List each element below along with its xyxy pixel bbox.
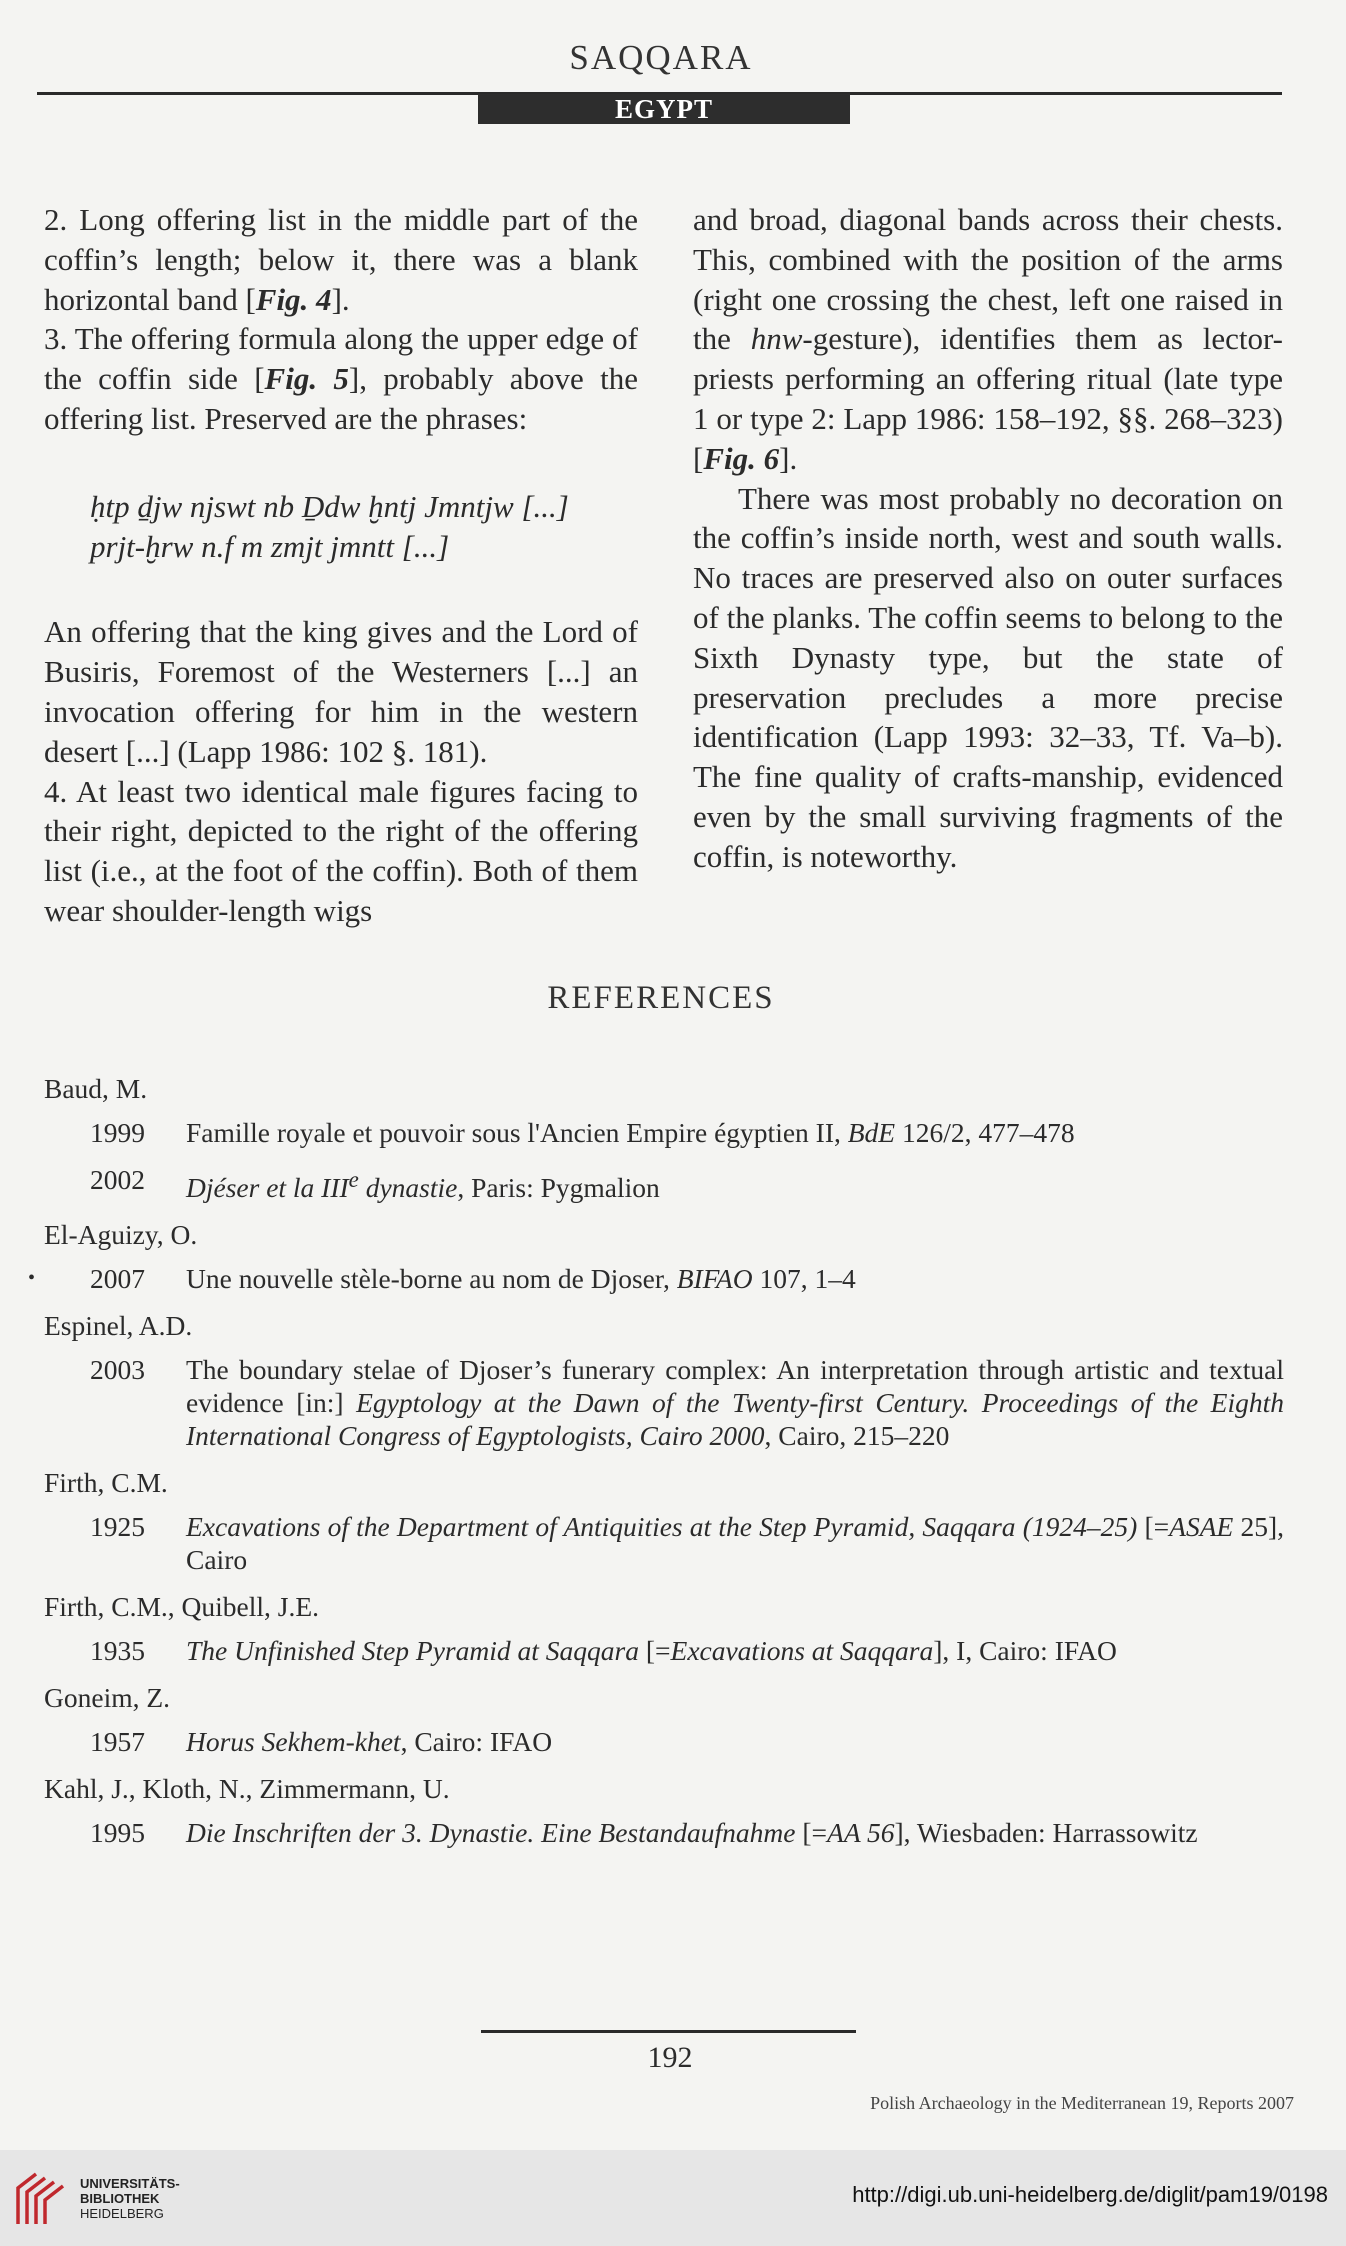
reference-author: Firth, C.M., Quibell, J.E. [44, 1591, 320, 1623]
text: 107, 1–4 [752, 1263, 856, 1295]
reference-year: 1957 [90, 1726, 145, 1758]
reference-entry [44, 1725, 1284, 1758]
reference-year: 1995 [90, 1817, 145, 1849]
text: Egyptology at the Dawn of the Twenty-first Century. Proceedings of the Eighth International Congress of Egyptologists, Cairo 2000 [186, 1387, 1285, 1452]
reference-year: 2002 [90, 1164, 145, 1195]
text: ], probably above the offering list. Preserved are the phrases: [44, 361, 638, 436]
text: 2. Long offering list in the middle part of the coffin’s length; below it, there was a blank horizontal band [ [44, 202, 638, 317]
text: , Paris: Pygmalion [457, 1172, 660, 1204]
text: , Cairo, 215–220 [764, 1420, 950, 1452]
text: Excavations at Saqqara [670, 1635, 934, 1667]
digitization-bar [0, 2150, 1346, 2246]
page-number: 192 [647, 2041, 693, 2074]
text: 3. The offering formula along the upper edge of the coffin side [ [44, 321, 638, 397]
reference-author: Firth, C.M. [44, 1467, 168, 1499]
reference-entry [44, 1116, 1284, 1149]
text: Excavations of the Department of Antiquities at the Step Pyramid, Saqqara (1924–25) [186, 1511, 1138, 1543]
figure-reference[interactable]: Fig. 6 [703, 440, 780, 476]
text: [= [1137, 1511, 1170, 1543]
reference-entry [44, 1163, 1284, 1204]
text: ], Wiesbaden: Harrassowitz [894, 1817, 1198, 1849]
reference-author: El-Aguizy, O. [44, 1219, 198, 1251]
text: 25], Cairo [186, 1511, 1284, 1576]
text: and broad, diagonal bands across their chests. This, combined with the position of the arms (right one crossing the chest, left one raised in the [693, 202, 1283, 357]
text: The boundary stelae of Djoser’s funerary complex: An interpretation through artistic and textual evidence [in:] [186, 1354, 1284, 1419]
footer-rule [481, 2030, 856, 2033]
paragraph: An offering that the king gives and the Lord of Busiris, Foremost of the Westerners [...] an invocation offering for him in the western desert [...] (Lapp 1986: 102 §. 181). [44, 614, 638, 769]
reference-author: Kahl, J., Kloth, N., Zimmermann, U. [44, 1773, 450, 1805]
library-logo-icon [14, 2170, 72, 2228]
journal-citation: Polish Archaeology in the Mediterranean 19, Reports 2007 [870, 2093, 1294, 2113]
text: AA 56 [827, 1817, 895, 1849]
country-label: EGYPT [614, 94, 713, 124]
reference-author: Espinel, A.D. [44, 1310, 193, 1342]
reference-entry [28, 1262, 1284, 1295]
paragraph [693, 200, 1283, 479]
text: ASAE [1169, 1511, 1234, 1543]
text: The Unfinished Step Pyramid at Saqqara [186, 1635, 639, 1667]
egyptian-term: hnw [750, 321, 803, 357]
reference-author: Baud, M. [44, 1073, 148, 1104]
text: Die Inschriften der 3. Dynastie. Eine Bestandaufnahme [186, 1817, 796, 1849]
text: ]. [779, 440, 798, 476]
left-column [44, 200, 638, 931]
reference-author: Goneim, Z. [44, 1682, 171, 1714]
text: BIFAO [676, 1263, 753, 1295]
text: ], I, Cairo: IFAO [933, 1635, 1117, 1667]
reference-entry [44, 1816, 1284, 1849]
transliteration-line: ḥtp ḏjw njswt nb Ḏdw ḫntj Jmntjw [...] [90, 488, 569, 524]
text: Famille royale et pouvoir sous l'Ancien Empire égyptien II, [186, 1117, 848, 1148]
paragraph: 4. At least two identical male figures facing to their right, depicted to the right of the offering list (i.e., at the foot of the coffin). Both of them wear shoulder-length wigs [44, 773, 638, 928]
right-column [693, 200, 1283, 877]
reference-entry [44, 1634, 1284, 1667]
text: [= [638, 1635, 671, 1667]
library-name [80, 2176, 180, 2221]
text: Horus Sekhem-khet [186, 1726, 401, 1758]
bullet-mark: • [28, 1267, 36, 1290]
text: 126/2, 477–478 [895, 1117, 1075, 1148]
text: ]. [331, 281, 350, 317]
references-list [28, 1072, 1285, 1863]
transliteration-block [90, 487, 638, 567]
text: BdE [847, 1117, 896, 1148]
paragraph [44, 200, 638, 319]
reference-entry [44, 1353, 1284, 1452]
text: [= [795, 1817, 828, 1849]
text: e [348, 1167, 359, 1192]
reference-year: 2007 [90, 1263, 145, 1295]
text: , Cairo: IFAO [400, 1726, 553, 1758]
reference-year: 1925 [90, 1511, 145, 1543]
text: -gesture), identifies them as lector-priests performing an offering ritual (late type 1 or type 2: Lapp 1986: 158–192, §§. 268–323) [ [693, 321, 1284, 476]
references-heading: REFERENCES [547, 980, 775, 1016]
figure-reference[interactable]: Fig. 4 [255, 281, 332, 317]
reference-year: 2003 [90, 1354, 145, 1386]
paragraph: There was most probably no decoration on the coffin’s inside north, west and south walls. No traces are preserved also on outer surfaces of the planks. The coffin seems to belong to the Sixth Dynasty type, but the state of preservation precludes a more precise identification (Lapp 1993: 32–33, Tf. Va–b). The fine quality of crafts-manship, evidenced even by the small surviving fragments of the coffin, is noteworthy. [693, 480, 1283, 874]
figure-reference[interactable]: Fig. 5 [264, 361, 349, 397]
source-url-link[interactable]: http://digi.ub.uni-heidelberg.de/diglit/pam19/0198 [852, 2182, 1328, 2207]
text: dynastie [358, 1172, 458, 1204]
reference-year: 1935 [90, 1635, 145, 1667]
library-name-line: BIBLIOTHEK [80, 2191, 160, 2206]
country-band [478, 94, 850, 124]
running-head: SAQQARA [569, 38, 753, 77]
text: Une nouvelle stèle-borne au nom de Djoser, [186, 1263, 677, 1295]
reference-year: 1999 [90, 1117, 145, 1148]
paragraph [44, 319, 638, 438]
library-name-line: UNIVERSITÄTS- [80, 2176, 180, 2191]
library-name-line: HEIDELBERG [80, 2206, 164, 2221]
reference-entry [44, 1510, 1284, 1576]
transliteration-line: prjt-ḫrw n.f m zmjt jmntt [...] [90, 528, 450, 564]
text: Djéser et la III [186, 1172, 349, 1204]
